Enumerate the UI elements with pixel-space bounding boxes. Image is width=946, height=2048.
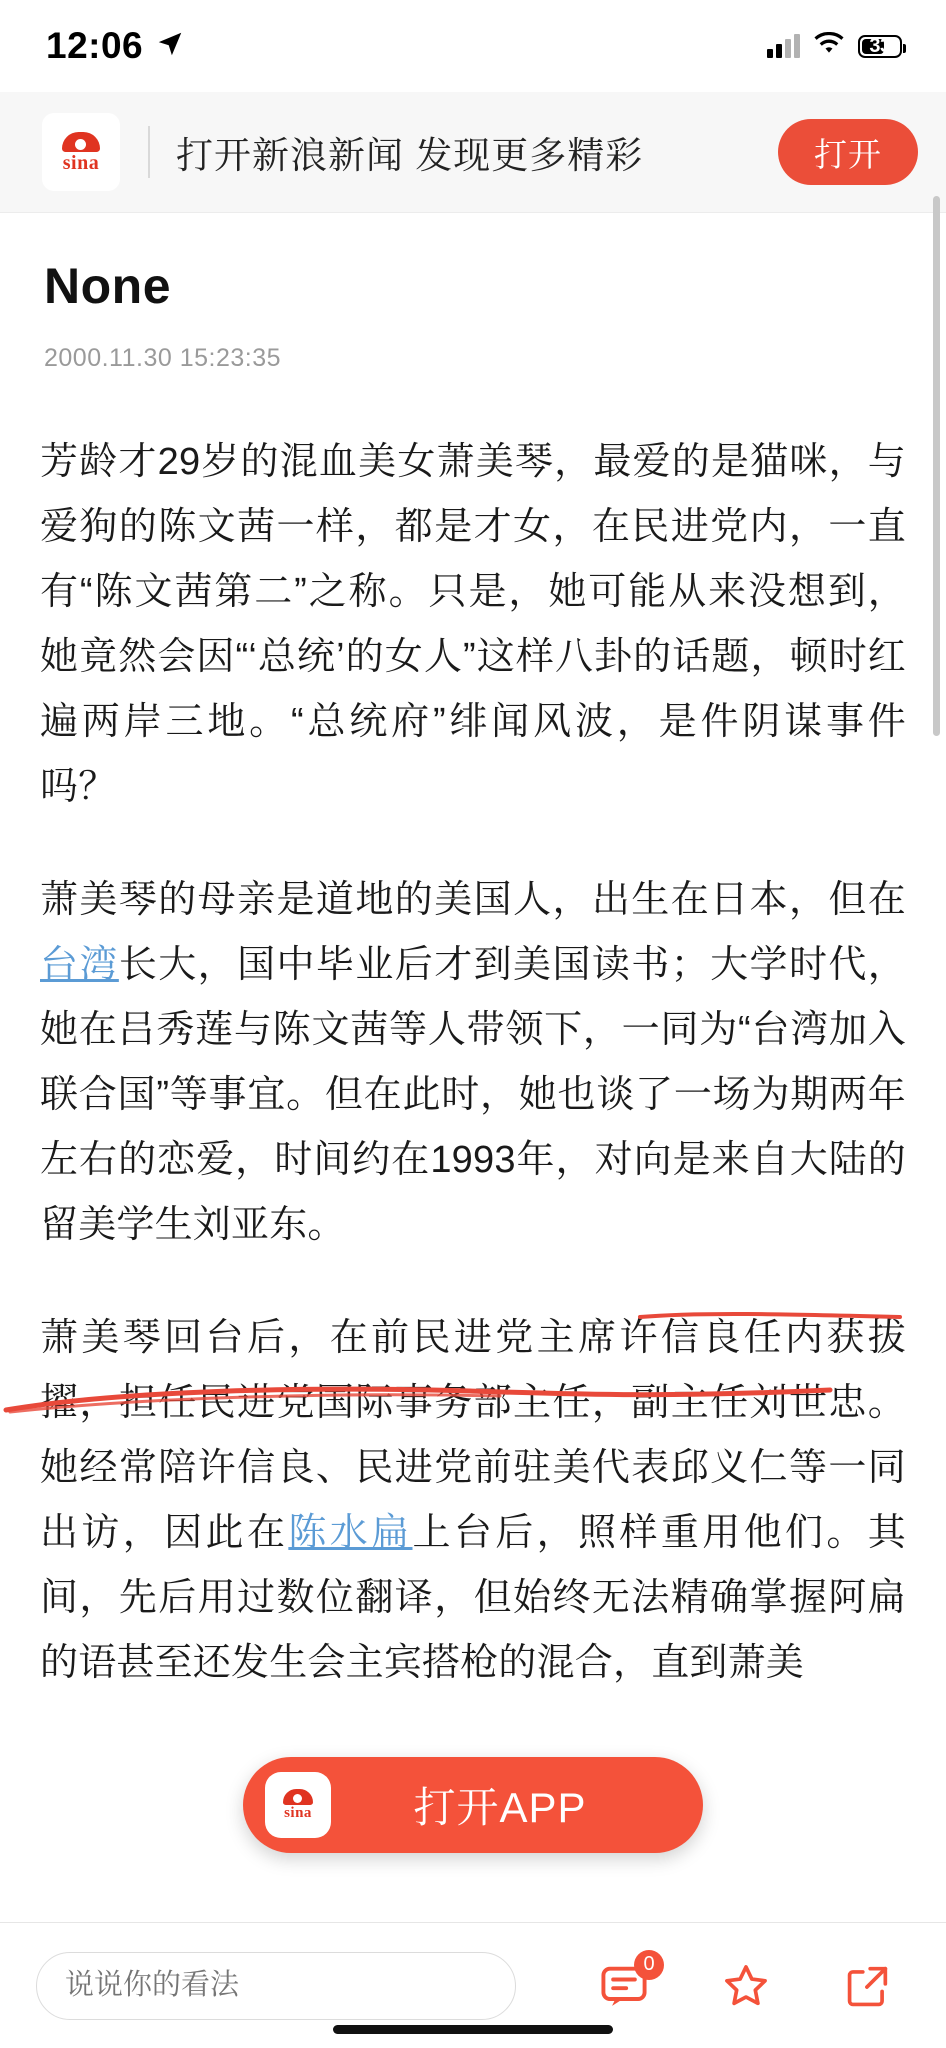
location-arrow-icon	[155, 29, 185, 64]
comment-bubble-icon[interactable]	[598, 1953, 655, 2012]
paragraph-3-text-c: 其间，先后用过数位翻译，但始终无法精确掌握阿扁的语	[40, 1512, 906, 1684]
article-header	[0, 214, 946, 373]
banner-divider	[148, 126, 150, 178]
article-body	[0, 430, 946, 1744]
sina-logo-word: sina	[284, 1805, 312, 1821]
comment-count-badge: 0	[634, 1950, 664, 1980]
battery-level: 33	[869, 34, 891, 57]
status-bar	[0, 0, 946, 92]
battery-icon	[858, 35, 902, 58]
open-app-floating-button[interactable]	[243, 1757, 703, 1853]
sina-logo	[42, 113, 120, 191]
article-paragraph-2	[40, 868, 906, 1258]
wifi-icon	[813, 32, 845, 61]
article-timestamp: 2000.11.30 15:23:35	[44, 344, 282, 372]
sina-app-banner[interactable]	[0, 92, 946, 213]
home-indicator	[333, 2025, 613, 2034]
article-paragraph-1: 芳龄才29岁的混血美女萧美琴，最爱的是猫咪，与爱狗的陈文茜一样，都是才女，在民进党内，一直有“陈文茜第二”之称。只是，她可能从来没想到，她竟然会因“‘总统’的女人”这样八卦的话题，顿时红遍两岸三地。“总统府”绯闻风波，是件阴谋事件吗？	[40, 441, 906, 808]
open-app-label: 打开APP	[413, 1784, 587, 1831]
inline-link-chenshuibian[interactable]: 陈水扁	[288, 1512, 413, 1554]
sina-logo	[265, 1772, 331, 1838]
article-paragraph-3	[40, 1306, 906, 1696]
paragraph-2-text-a: 萧美琴的母亲是道地的美国人，出生在日本，但在	[40, 879, 906, 921]
cellular-signal-icon	[767, 34, 800, 58]
bottom-toolbar-icons	[598, 1953, 910, 2012]
paragraph-3-text-d: 甚至还发生会主宾搭枪的混合，直到萧美	[116, 1642, 805, 1684]
banner-text: 打开新浪新闻 发现更多精彩	[176, 135, 644, 176]
star-icon[interactable]	[720, 1960, 772, 2012]
share-icon[interactable]	[842, 1960, 894, 2012]
status-indicators	[767, 32, 902, 61]
vertical-scrollbar[interactable]	[933, 196, 940, 736]
status-time: 12:06	[46, 25, 144, 66]
paragraph-3-text-b: 上台后，照样重用他们。	[412, 1512, 868, 1554]
inline-link-taiwan[interactable]: 台湾	[40, 944, 119, 986]
open-app-button[interactable]: 打开	[778, 119, 918, 185]
comment-input[interactable]	[36, 1952, 516, 2020]
sina-logo-word: sina	[62, 151, 100, 174]
paragraph-2-text-b: 长大，国中毕业后才到美国读书；大学时代，她在吕秀莲与陈文茜等人带领下，一同为“台湾加入联合国”等事宜。但在此时，她也谈了一场为期两年左右的恋爱，时间约在1993年，对向是来自大陆的留美学生刘亚东。	[40, 944, 906, 1246]
paragraph-3-text-a: 萧美琴回台后，在前民进党主席许信良任内获拔擢，担任民进党国际事务部主任，副主任刘世忠。她经常陪许信良、民进党前驻美代表邱义仁等一同出访，因此在	[40, 1317, 906, 1554]
page-title: None	[44, 258, 171, 314]
